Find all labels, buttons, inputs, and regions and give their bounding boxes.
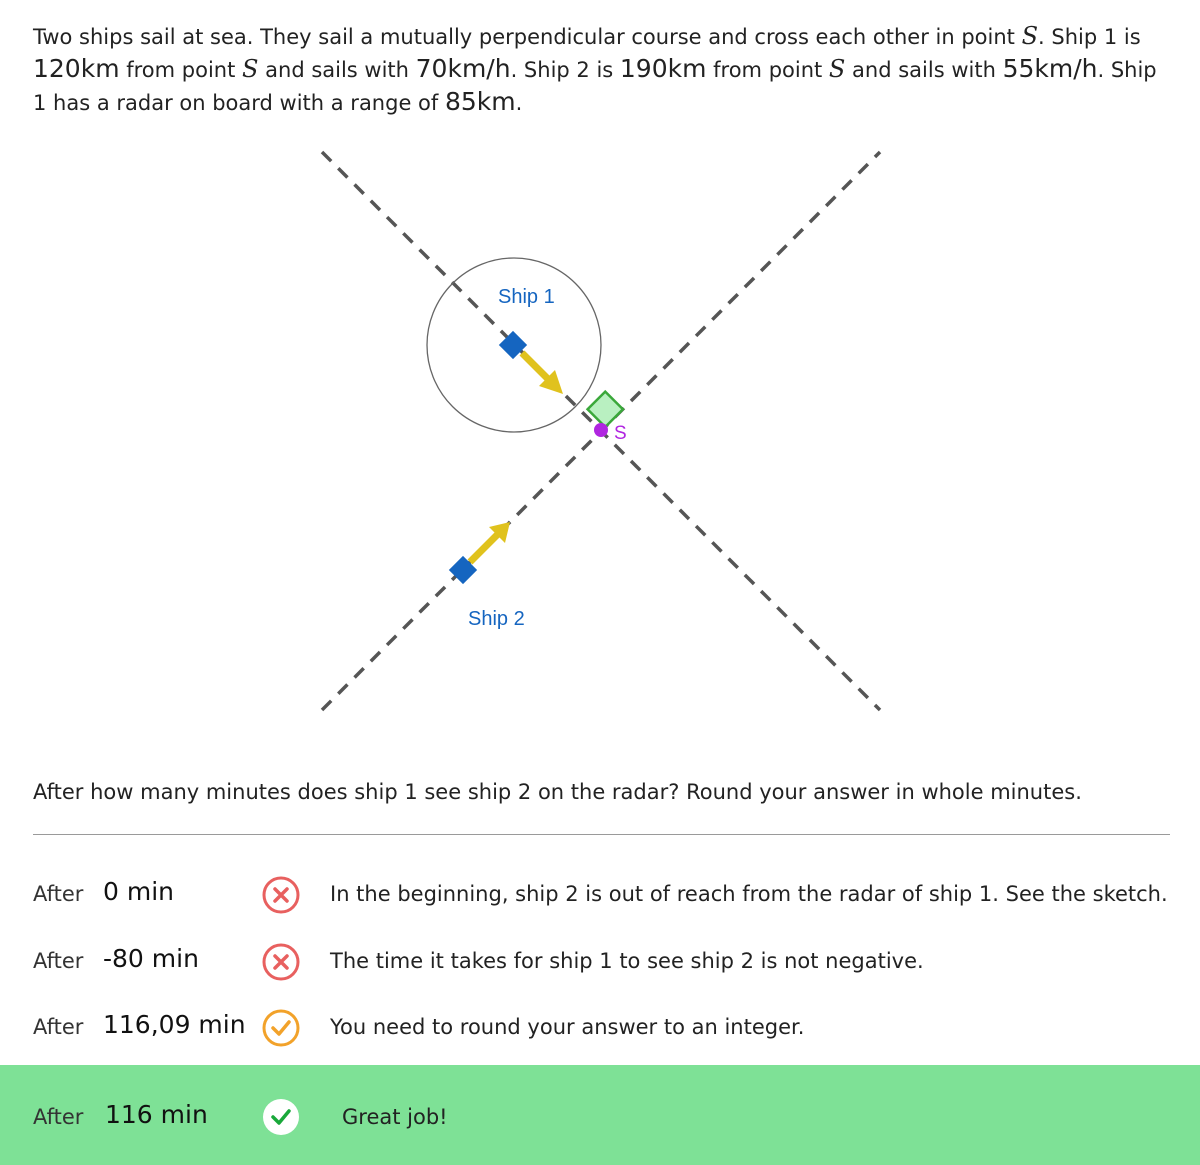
- answer-feedback: You need to round your answer to an integer.: [330, 1015, 805, 1039]
- problem-text: . Ship 1 has a radar on board with a range of: [33, 58, 1157, 115]
- answer-option-correct[interactable]: [0, 1065, 1200, 1165]
- answer-prefix: After: [33, 1105, 84, 1129]
- point-s-dot: [594, 423, 608, 437]
- problem-text: and sails with: [258, 58, 416, 82]
- almost-correct-icon: [262, 1009, 300, 1047]
- answer-value: -80 min: [103, 944, 199, 973]
- incorrect-icon: [262, 876, 300, 914]
- problem-text: Two ships sail at sea. They sail a mutually perpendicular course and cross each other in point: [33, 25, 1022, 49]
- ship2-label: Ship 2: [468, 608, 525, 630]
- ship2-speed: 55km/h: [1002, 54, 1098, 83]
- answer-option[interactable]: [0, 860, 1200, 926]
- answer-value: 116,09 min: [103, 1010, 246, 1039]
- radar-range: 85km: [444, 87, 516, 116]
- problem-text: .: [515, 91, 523, 115]
- answer-prefix: After: [33, 882, 84, 906]
- answer-prefix: After: [33, 949, 84, 973]
- right-angle-marker: [588, 392, 623, 427]
- problem-text: from point: [119, 58, 243, 82]
- incorrect-icon: [262, 943, 300, 981]
- question-text: After how many minutes does ship 1 see ship 2 on the radar? Round your answer in whole minutes.: [33, 780, 1082, 804]
- point-variable: S: [828, 55, 846, 83]
- answer-option[interactable]: [0, 993, 1200, 1059]
- ship1-direction-arrow-shaft: [522, 353, 548, 379]
- ship1-distance: 120km: [33, 54, 120, 83]
- point-s-label: S: [614, 423, 627, 444]
- answer-feedback: Great job!: [342, 1105, 448, 1129]
- problem-text: . Ship 2 is: [510, 58, 620, 82]
- answer-feedback: The time it takes for ship 1 to see ship 2 is not negative.: [330, 949, 924, 973]
- ship2-direction-arrow-shaft: [470, 534, 498, 562]
- point-variable: S: [242, 55, 259, 83]
- problem-text: from point: [706, 58, 829, 82]
- answer-value: 0 min: [103, 877, 174, 906]
- correct-icon: [262, 1098, 300, 1136]
- ship1-label: Ship 1: [498, 286, 555, 308]
- answer-value: 116 min: [105, 1100, 208, 1129]
- ship2-distance: 190km: [619, 54, 707, 83]
- problem-text: and sails with: [845, 58, 1003, 82]
- answer-option[interactable]: [0, 927, 1200, 993]
- divider: [33, 834, 1170, 835]
- problem-text: . Ship 1 is: [1038, 25, 1141, 49]
- answer-prefix: After: [33, 1015, 84, 1039]
- point-variable: S: [1021, 22, 1039, 50]
- ship1-speed: 70km/h: [415, 54, 511, 83]
- answer-feedback: In the beginning, ship 2 is out of reach from the radar of ship 1. See the sketch.: [330, 882, 1168, 906]
